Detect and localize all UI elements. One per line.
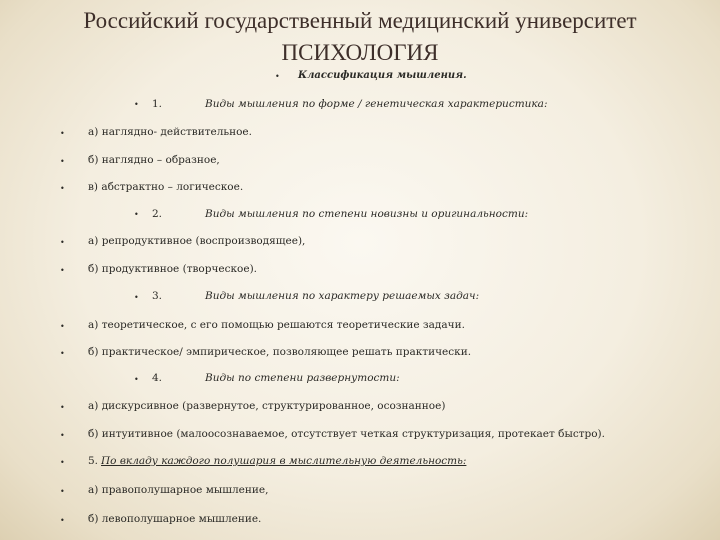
section-title: По вкладу каждого полушария в мыслительную деятельность: bbox=[101, 455, 467, 467]
section-number: 3. bbox=[152, 290, 163, 302]
bullet: • bbox=[60, 458, 65, 467]
list-item: б) практическое/ эмпирическое, позволяющее решать практически. bbox=[88, 346, 472, 358]
bullet: • bbox=[60, 431, 65, 440]
list-item: а) репродуктивное (воспроизводящее), bbox=[88, 235, 306, 247]
list-item: б) наглядно – образное, bbox=[88, 154, 220, 166]
bullet: • bbox=[60, 403, 65, 412]
university-title: Российский государственный медицинский университет bbox=[83, 8, 637, 33]
list-item: б) продуктивное (творческое). bbox=[88, 263, 258, 275]
list-item: б) левополушарное мышление. bbox=[88, 513, 262, 525]
bullet: • bbox=[60, 157, 65, 166]
bullet: • bbox=[60, 516, 65, 525]
bullet: • bbox=[60, 129, 65, 138]
section-title: Виды мышления по степени новизны и оригинальности: bbox=[205, 208, 529, 220]
bullet: • bbox=[60, 184, 65, 193]
section-number: 2. bbox=[152, 208, 163, 220]
list-item: в) абстрактно – логическое. bbox=[88, 181, 244, 193]
bullet: • bbox=[275, 72, 280, 81]
section-number: 4. bbox=[152, 372, 163, 384]
section-title: Виды по степени развернутости: bbox=[205, 372, 400, 384]
classification-heading: Классификация мышления. bbox=[298, 70, 467, 81]
list-item: а) правополушарное мышление, bbox=[88, 484, 269, 496]
list-item: а) дискурсивное (развернутое, структурированное, осознанное) bbox=[88, 400, 446, 412]
section-title: Виды мышления по характеру решаемых задач: bbox=[205, 290, 480, 302]
bullet: • bbox=[134, 210, 139, 219]
list-item: а) наглядно- действительное. bbox=[88, 126, 252, 138]
bullet: • bbox=[60, 349, 65, 358]
bullet: • bbox=[134, 100, 139, 109]
list-item: а) теоретическое, с его помощью решаются теоретические задачи. bbox=[88, 319, 465, 331]
section-number: 5. bbox=[88, 455, 99, 467]
section-number: 1. bbox=[152, 98, 163, 110]
section-title: Виды мышления по форме / генетическая характеристика: bbox=[205, 98, 548, 110]
bullet: • bbox=[60, 266, 65, 275]
bullet: • bbox=[60, 322, 65, 331]
bullet: • bbox=[60, 487, 65, 496]
subject-title: ПСИХОЛОГИЯ bbox=[281, 40, 439, 65]
bullet: • bbox=[134, 375, 139, 384]
bullet: • bbox=[134, 293, 139, 302]
list-item: б) интуитивное (малоосознаваемое, отсутствует четкая структуризация, протекает быстро). bbox=[88, 428, 605, 440]
bullet: • bbox=[60, 238, 65, 247]
